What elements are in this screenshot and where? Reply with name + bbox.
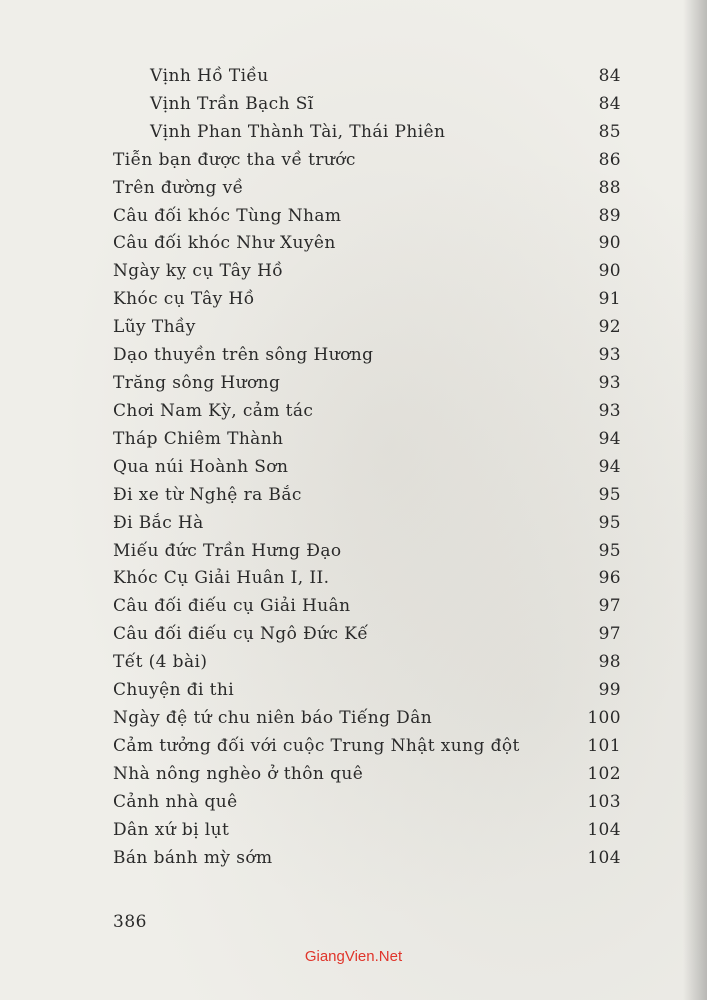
toc-entry bbox=[0, 596, 707, 622]
toc-entry-title: Cảm tưởng đối với cuộc Trung Nhật xung đột bbox=[113, 736, 520, 756]
toc-entry bbox=[0, 680, 707, 706]
toc-entry-title: Lũy Thầy bbox=[113, 317, 196, 337]
toc-entry-page: 93 bbox=[598, 345, 621, 365]
toc-entry-title: Tháp Chiêm Thành bbox=[113, 429, 284, 449]
toc-entry bbox=[0, 457, 707, 483]
toc-entry-title: Nhà nông nghèo ở thôn quê bbox=[113, 764, 364, 784]
toc-entry-page: 93 bbox=[598, 373, 621, 393]
toc-entry-page: 84 bbox=[598, 66, 621, 86]
toc-entry-title: Miếu đức Trần Hưng Đạo bbox=[113, 541, 342, 561]
toc-entry-title: Dân xứ bị lụt bbox=[113, 820, 230, 840]
toc-entry-title: Câu đối khóc Như Xuyên bbox=[113, 233, 336, 253]
toc-entry bbox=[0, 708, 707, 734]
toc-entry-page: 90 bbox=[598, 233, 621, 253]
toc-entry-page: 97 bbox=[598, 596, 621, 616]
toc-entry-page: 104 bbox=[587, 848, 621, 868]
toc-entry-page: 95 bbox=[598, 541, 621, 561]
toc-entry bbox=[0, 513, 707, 539]
page-number: 386 bbox=[113, 912, 147, 932]
toc-entry bbox=[0, 206, 707, 232]
toc-entry-title: Khóc cụ Tây Hồ bbox=[113, 289, 255, 309]
toc-entry-title: Đi Bắc Hà bbox=[113, 513, 204, 533]
toc-entry-title: Câu đối khóc Tùng Nham bbox=[113, 206, 342, 226]
toc-entry bbox=[0, 317, 707, 343]
toc-entry bbox=[0, 122, 707, 148]
toc-entry-page: 95 bbox=[598, 513, 621, 533]
toc-entry-page: 102 bbox=[587, 764, 621, 784]
toc-entry bbox=[0, 401, 707, 427]
toc-entry-page: 94 bbox=[598, 429, 621, 449]
toc-entry-title: Ngày đệ tứ chu niên báo Tiếng Dân bbox=[113, 708, 433, 728]
toc-entry-page: 90 bbox=[598, 261, 621, 281]
toc-entry-title: Trên đường về bbox=[113, 178, 244, 198]
toc-entry bbox=[0, 764, 707, 790]
toc-entry-page: 100 bbox=[587, 708, 621, 728]
toc-entry-page: 85 bbox=[598, 122, 621, 142]
toc-entry-page: 95 bbox=[598, 485, 621, 505]
toc-entry bbox=[0, 848, 707, 874]
toc-entry-title: Bán bánh mỳ sớm bbox=[113, 848, 273, 868]
toc-entry-page: 91 bbox=[598, 289, 621, 309]
toc-entry-title: Chơi Nam Kỳ, cảm tác bbox=[113, 401, 314, 421]
toc-entry bbox=[0, 345, 707, 371]
toc-entry-title: Câu đối điếu cụ Giải Huân bbox=[113, 596, 351, 616]
toc-entry-page: 89 bbox=[598, 206, 621, 226]
toc-entry-page: 97 bbox=[598, 624, 621, 644]
toc-entry bbox=[0, 820, 707, 846]
toc-entry-page: 99 bbox=[598, 680, 621, 700]
toc-entry bbox=[0, 541, 707, 567]
toc-entry-page: 86 bbox=[598, 150, 621, 170]
toc-entry-page: 84 bbox=[598, 94, 621, 114]
toc-entry bbox=[0, 233, 707, 259]
toc-entry bbox=[0, 261, 707, 287]
toc-entry-page: 104 bbox=[587, 820, 621, 840]
toc-entry-title: Cảnh nhà quê bbox=[113, 792, 238, 812]
toc-entry-title: Qua núi Hoành Sơn bbox=[113, 457, 289, 477]
watermark-text: GiangVien.Net bbox=[304, 948, 403, 965]
toc-entry-title: Vịnh Trần Bạch Sĩ bbox=[150, 94, 314, 114]
toc-entry bbox=[0, 429, 707, 455]
toc-entry-page: 98 bbox=[598, 652, 621, 672]
toc-entry-page: 94 bbox=[598, 457, 621, 477]
toc-entry-title: Trăng sông Hương bbox=[113, 373, 281, 393]
toc-entry bbox=[0, 94, 707, 120]
toc-entry-title: Vịnh Hồ Tiều bbox=[150, 66, 269, 86]
toc-entry bbox=[0, 289, 707, 315]
toc-entry-title: Câu đối điếu cụ Ngô Đức Kế bbox=[113, 624, 369, 644]
toc-entry bbox=[0, 485, 707, 511]
toc-entry-title: Chuyện đi thi bbox=[113, 680, 235, 700]
toc-entry-title: Ngày kỵ cụ Tây Hồ bbox=[113, 261, 284, 281]
toc-entry-page: 103 bbox=[587, 792, 621, 812]
toc-entry-title: Dạo thuyền trên sông Hương bbox=[113, 345, 374, 365]
toc-entry-title: Đi xe từ Nghệ ra Bắc bbox=[113, 485, 302, 505]
toc-entry-title: Khóc Cụ Giải Huân I, II. bbox=[113, 568, 330, 588]
toc-entry bbox=[0, 373, 707, 399]
toc-entry bbox=[0, 652, 707, 678]
toc-entry-title: Tiễn bạn được tha về trước bbox=[113, 150, 356, 170]
toc-entry-page: 101 bbox=[587, 736, 621, 756]
toc-entry-title: Vịnh Phan Thành Tài, Thái Phiên bbox=[150, 122, 446, 142]
toc-entry-page: 93 bbox=[598, 401, 621, 421]
toc-entry bbox=[0, 736, 707, 762]
toc-entry bbox=[0, 624, 707, 650]
toc-entry bbox=[0, 178, 707, 204]
toc-entry-page: 96 bbox=[598, 568, 621, 588]
toc-entry bbox=[0, 66, 707, 92]
toc-entry bbox=[0, 792, 707, 818]
toc-entry-page: 92 bbox=[598, 317, 621, 337]
toc-entry-page: 88 bbox=[598, 178, 621, 198]
toc-entry bbox=[0, 568, 707, 594]
toc-entry-title: Tết (4 bài) bbox=[113, 652, 208, 672]
toc-entry bbox=[0, 150, 707, 176]
